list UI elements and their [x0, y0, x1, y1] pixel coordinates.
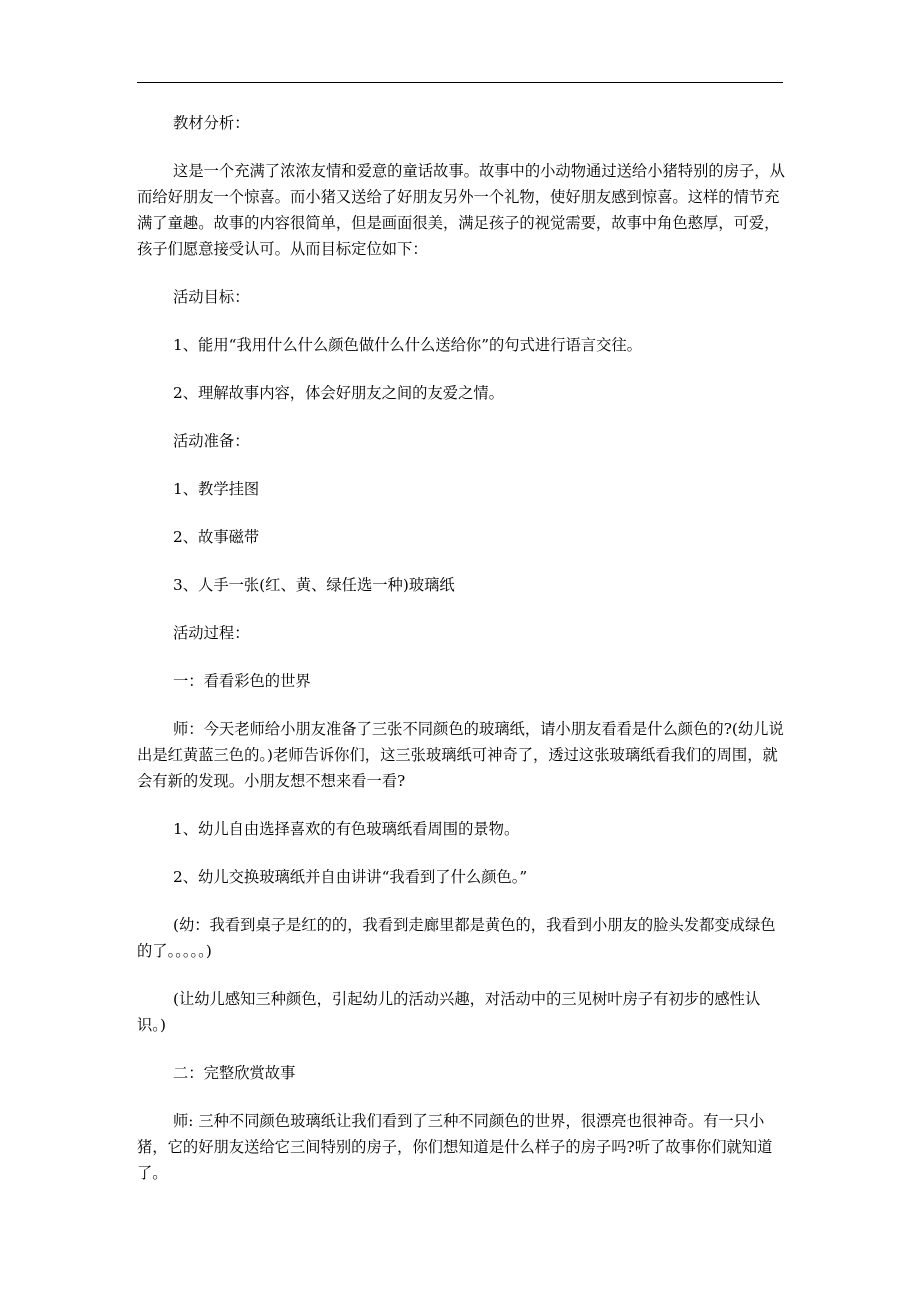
process-item-2: 2、幼儿交换玻璃纸并自由讲讲“我看到了什么颜色。” — [173, 868, 528, 886]
goal-item-2: 2、理解故事内容，体会好朋友之间的友爱之情。 — [173, 384, 504, 402]
paragraph-perception-note: (让幼儿感知三种颜色，引起幼儿的活动兴趣，对活动中的三见树叶房子有初步的感性认识。) — [137, 990, 761, 1034]
prep-item-2: 2、故事磁带 — [173, 528, 260, 546]
paragraph-teacher-story: 师: 三种不同颜色玻璃纸让我们看到了三种不同颜色的世界，很漂亮也很神奇。有一只小猪，它的好朋友送给它三间特别的房子，你们想知道是什么样子的房子吗?听了故事你们就知道了。 — [137, 1112, 773, 1182]
prep-item-1: 1、教学挂图 — [173, 480, 260, 498]
header-rule — [137, 82, 783, 83]
heading-activity-preparation: 活动准备： — [173, 432, 250, 450]
heading-activity-goals: 活动目标： — [173, 288, 250, 306]
section-2-title: 二：完整欣赏故事 — [173, 1064, 296, 1082]
process-item-1: 1、幼儿自由选择喜欢的有色玻璃纸看周围的景物。 — [173, 820, 520, 838]
paragraph-child-response: (幼：我看到桌子是红的的，我看到走廊里都是黄色的，我看到小朋友的脸头发都变成绿色的了。。。。。) — [137, 916, 776, 960]
section-1-title: 一：看看彩色的世界 — [173, 672, 311, 690]
goal-item-1: 1、能用“我用什么什么颜色做什么什么送给你”的句式进行语言交往。 — [173, 336, 642, 354]
paragraph-teacher-intro: 师：今天老师给小朋友准备了三张不同颜色的玻璃纸，请小朋友看看是什么颜色的?(幼儿说出是红黄蓝三色的。)老师告诉你们，这三张玻璃纸可神奇了，透过这张玻璃纸看我们的周围，就会有新的发现。小朋友想不想来看一看? — [137, 720, 784, 790]
heading-material-analysis: 教材分析： — [173, 114, 250, 132]
heading-activity-process: 活动过程： — [173, 624, 250, 642]
prep-item-3: 3、人手一张(红、黄、绿任选一种)玻璃纸 — [173, 576, 455, 594]
document-body — [137, 110, 787, 1208]
paragraph-story-intro: 这是一个充满了浓浓友情和爱意的童话故事。故事中的小动物通过送给小猪特别的房子，从而给好朋友一个惊喜。而小猪又送给了好朋友另外一个礼物，使好朋友感到惊喜。这样的情节充满了童趣。故事的内容很简单，但是画面很美，满足孩子的视觉需要，故事中角色憨厚，可爱，孩子们愿意接受认可。从而目标定位如下： — [137, 162, 785, 258]
